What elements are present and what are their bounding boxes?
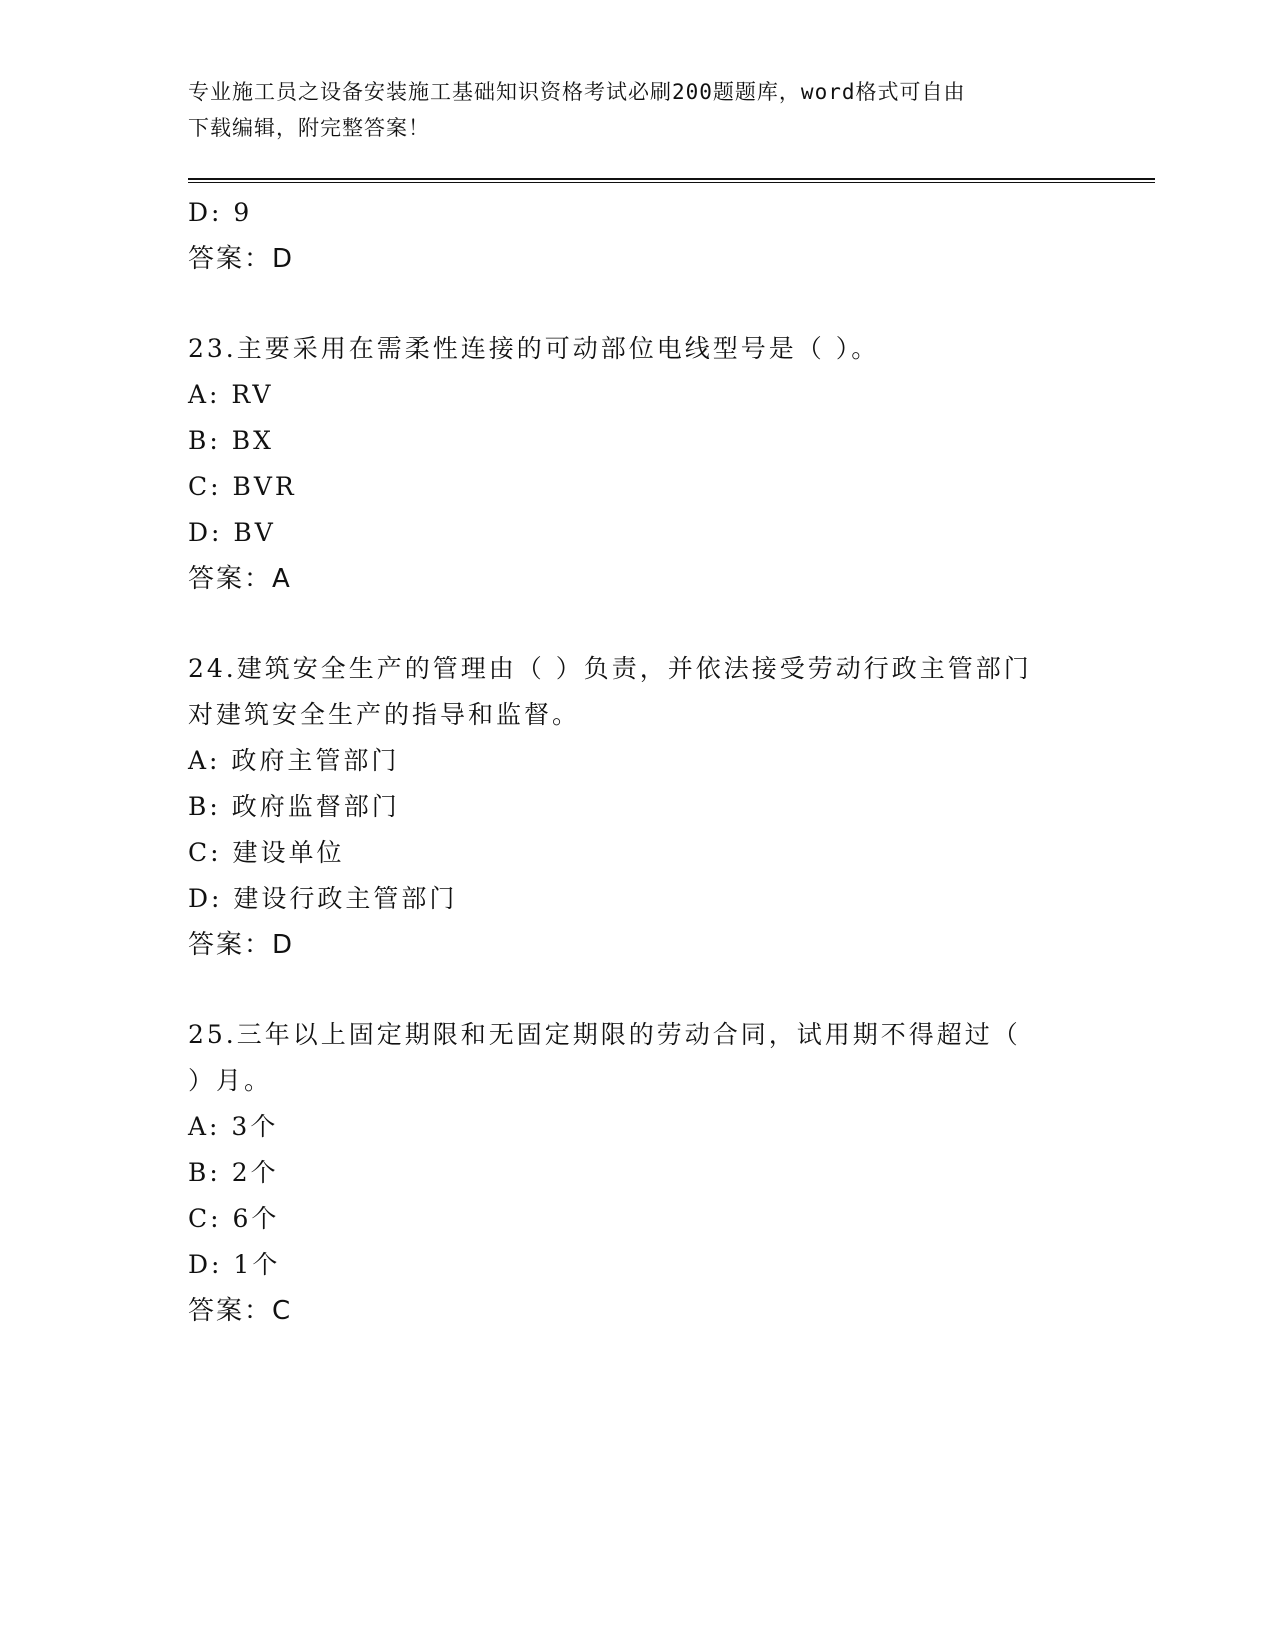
header-divider-thin — [188, 182, 1155, 183]
prev-option-d: D: 9 — [188, 198, 253, 227]
header-line-1: 专业施工员之设备安装施工基础知识资格考试必刷200题题库，word格式可自由 — [188, 80, 966, 104]
header-line-2: 下载编辑，附完整答案！ — [188, 116, 430, 140]
option-b: B: BX — [188, 426, 274, 455]
document-header — [188, 74, 1068, 146]
option-a: A: RV — [188, 380, 274, 409]
question-25 — [188, 1012, 1088, 1334]
answer: 答案：A — [188, 564, 292, 594]
option-c: C: 6个 — [188, 1204, 280, 1233]
question-text: 25.三年以上固定期限和无固定期限的劳动合同，试用期不得超过（ — [188, 1020, 1021, 1049]
prev-answer: 答案：D — [188, 244, 295, 274]
answer: 答案：D — [188, 930, 295, 960]
question-24 — [188, 646, 1088, 968]
question-text-continued: 对建筑安全生产的指导和监督。 — [188, 700, 581, 729]
option-a: A: 政府主管部门 — [188, 746, 400, 775]
answer: 答案：C — [188, 1296, 293, 1326]
option-b: B: 政府监督部门 — [188, 792, 400, 821]
question-text-continued: ）月。 — [188, 1066, 273, 1095]
question-content — [188, 190, 1088, 1334]
question-text: 24.建筑安全生产的管理由（ ）负责，并依法接受劳动行政主管部门 — [188, 654, 1032, 683]
option-d: D: 建设行政主管部门 — [188, 884, 458, 913]
option-c: C: BVR — [188, 472, 297, 501]
option-a: A: 3个 — [188, 1112, 279, 1141]
question-text: 23.主要采用在需柔性连接的可动部位电线型号是（ ）。 — [188, 334, 880, 363]
option-d: D: BV — [188, 518, 276, 547]
header-divider-thick — [188, 178, 1155, 180]
question-23 — [188, 326, 1088, 602]
option-c: C: 建设单位 — [188, 838, 345, 867]
option-d: D: 1个 — [188, 1250, 281, 1279]
option-b: B: 2个 — [188, 1158, 279, 1187]
